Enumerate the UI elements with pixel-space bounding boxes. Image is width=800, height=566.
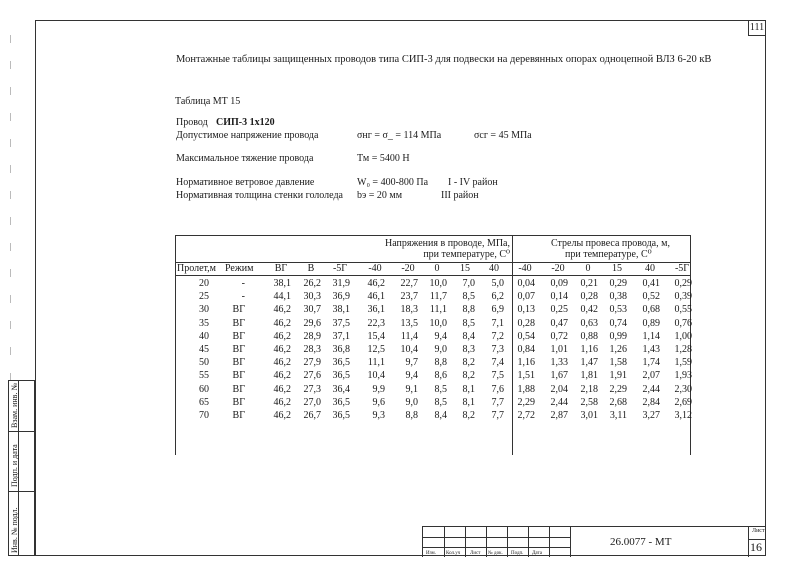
table-cell: 1,16 [580, 344, 598, 355]
binding-tick [10, 295, 11, 303]
tension-value: Тм = 5400 Н [357, 153, 410, 164]
table-cell: 27,0 [303, 396, 321, 408]
table-cell: 0,89 [642, 317, 660, 329]
table-cell: 0,28 [517, 317, 535, 329]
table-cell: 18,3 [400, 304, 418, 316]
table-cell: 8,5 [434, 383, 447, 395]
column-header: -20 [401, 263, 415, 274]
table-cell: 27,6 [303, 370, 321, 382]
table-cell: 12,5 [367, 344, 385, 355]
table-cell: 8,2 [462, 370, 475, 382]
column-header: ВГ [274, 263, 288, 274]
table-cell: 0,04 [517, 278, 535, 289]
table-cell: 46,2 [273, 344, 291, 355]
table-cell: 0,72 [550, 330, 568, 342]
table-cell: 36,5 [332, 410, 350, 421]
table-cell: 0,99 [609, 330, 627, 342]
table-id: Таблица МТ 15 [175, 96, 241, 107]
column-header: 15 [612, 263, 622, 274]
title-block [422, 526, 766, 557]
table-cell: 0,68 [642, 304, 660, 316]
table-cell: 11,1 [367, 357, 385, 369]
table-cell: 2,44 [550, 396, 568, 408]
table-cell: 2,18 [580, 383, 598, 395]
table-cell: 9,0 [405, 396, 418, 408]
table-cell: 13,5 [400, 317, 418, 329]
left-approval-strip [8, 380, 35, 556]
table-cell: 3,27 [642, 410, 660, 421]
table-cell: 2,29 [517, 396, 535, 408]
table-cell: ВГ [232, 357, 245, 369]
table-cell: 7,2 [491, 330, 504, 342]
table-cell: - [241, 291, 245, 303]
table-cell: 28,3 [303, 344, 321, 355]
table-cell: 8,6 [434, 370, 447, 382]
ice-region: III район [441, 190, 479, 201]
table-cell: 7,7 [491, 396, 504, 408]
table-cell: 46,2 [273, 317, 291, 329]
stamp-label-sheet: Лист [470, 551, 481, 556]
wire-label: Провод [176, 117, 208, 128]
table-cell: 1,43 [642, 344, 660, 355]
table-cell: 0,55 [674, 304, 692, 316]
table-cell: 36,5 [332, 370, 350, 382]
table-cell: 9,1 [405, 383, 418, 395]
table-cell: ВГ [232, 330, 245, 342]
table-cell: 7,7 [491, 410, 504, 421]
table-cell: 8,8 [462, 304, 475, 316]
table-cell: 46,2 [273, 330, 291, 342]
table-cell: 0,09 [550, 278, 568, 289]
stress-header-1: Напряжения в проводе, МПа, [384, 238, 510, 249]
stamp-label-doc: № док. [488, 551, 503, 556]
table-cell: 7,3 [491, 344, 504, 355]
table-cell: 50 [199, 357, 209, 369]
table-cell: 1,28 [674, 344, 692, 355]
stress-value-1: σнг = σ_ = 114 МПа [357, 130, 442, 141]
table-cell: 9,7 [405, 357, 418, 369]
table-cell: 0,76 [674, 317, 692, 329]
binding-tick [10, 321, 11, 329]
table-cell: 2,30 [674, 383, 692, 395]
table-cell: 0,29 [674, 278, 692, 289]
page-title: Монтажные таблицы защищенных проводов типа СИП-3 для подвески на деревянных опорах одноцепной ВЛЗ 6-20 кВ [176, 54, 712, 65]
table-cell: 35 [199, 317, 209, 329]
stamp-label-change: Изм. [426, 551, 436, 556]
table-cell: 0,84 [517, 344, 535, 355]
table-cell: 0,47 [550, 317, 568, 329]
table-cell: 1,59 [674, 357, 692, 369]
table-cell: 1,91 [609, 370, 627, 382]
table-cell: 3,12 [674, 410, 692, 421]
table-cell: 27,9 [303, 357, 321, 369]
table-cell: 36,9 [332, 291, 350, 303]
table-cell: 8,5 [434, 396, 447, 408]
binding-tick [10, 35, 11, 43]
strip-label-inv: Инв. № подл. [10, 507, 19, 553]
table-cell: 2,87 [550, 410, 568, 421]
table-cell: 2,07 [642, 370, 660, 382]
table-cell: 60 [199, 383, 209, 395]
column-header: -5Г [674, 263, 690, 274]
table-cell: 23,7 [400, 291, 418, 303]
table-cell: 70 [199, 410, 209, 421]
stamp-label-count: Кол.уч [446, 551, 461, 556]
table-cell: ВГ [232, 396, 245, 408]
table-cell: 65 [199, 396, 209, 408]
table-cell: 10,4 [367, 370, 385, 382]
table-cell: 0,25 [550, 304, 568, 316]
table-cell: 7,1 [491, 317, 504, 329]
table-cell: 38,1 [332, 304, 350, 316]
ice-value: bэ = 20 мм [357, 190, 403, 201]
column-header: -5Г [332, 263, 348, 274]
table-cell: 30,3 [303, 291, 321, 303]
table-cell: 3,11 [609, 410, 627, 421]
table-cell: ВГ [232, 344, 245, 355]
table-cell: 11,4 [400, 330, 418, 342]
table-cell: 8,4 [434, 410, 447, 421]
table-cell: 37,5 [332, 317, 350, 329]
binding-tick [10, 243, 11, 251]
column-header: 15 [460, 263, 470, 274]
binding-tick [10, 269, 11, 277]
table-cell: 37,1 [332, 330, 350, 342]
table-cell: 0,74 [609, 317, 627, 329]
table-cell: 2,84 [642, 396, 660, 408]
table-cell: 22,3 [367, 317, 385, 329]
table-cell: 11,7 [429, 291, 447, 303]
table-cell: 0,54 [517, 330, 535, 342]
column-header: 0 [434, 263, 440, 274]
column-header: В [307, 263, 315, 274]
binding-tick [10, 61, 11, 69]
wind-region: I - IV район [448, 177, 498, 188]
table-cell: ВГ [232, 370, 245, 382]
table-cell: 40 [199, 330, 209, 342]
table-cell: 1,81 [580, 370, 598, 382]
table-cell: 0,63 [580, 317, 598, 329]
table-cell: 9,3 [372, 410, 385, 421]
table-cell: 30,7 [303, 304, 321, 316]
table-cell: 26,2 [303, 278, 321, 289]
table-cell: 46,2 [273, 410, 291, 421]
table-cell: 44,1 [273, 291, 291, 303]
column-header: 40 [489, 263, 499, 274]
table-cell: 30 [199, 304, 209, 316]
sag-header-1: Стрелы провеса провода, м, [551, 238, 670, 249]
table-cell: 1,26 [609, 344, 627, 355]
column-header: Пролет,м [177, 263, 216, 274]
table-cell: 1,16 [517, 357, 535, 369]
table-cell: 38,1 [273, 278, 291, 289]
table-cell: 8,2 [462, 410, 475, 421]
tension-label: Максимальное тяжение провода [176, 153, 314, 164]
table-cell: 15,4 [367, 330, 385, 342]
table-cell: 8,2 [462, 357, 475, 369]
column-header: -40 [518, 263, 532, 274]
column-header: Режим [225, 263, 254, 274]
table-cell: 3,01 [580, 410, 598, 421]
table-cell: 0,41 [642, 278, 660, 289]
page-number: 111 [748, 20, 766, 36]
table-cell: ВГ [232, 304, 245, 316]
table-cell: 8,5 [462, 317, 475, 329]
table-cell: 8,1 [462, 383, 475, 395]
table-cell: 1,51 [517, 370, 535, 382]
binding-tick [10, 139, 11, 147]
table-cell: 10,0 [429, 317, 447, 329]
binding-tick [10, 165, 11, 173]
table-cell: 0,88 [580, 330, 598, 342]
table-cell: 0,07 [517, 291, 535, 303]
wind-value: W₀ = 400-800 Па [357, 177, 429, 188]
wire-value: СИП-3 1х120 [216, 117, 275, 128]
stress-value-2: σсг = 45 МПа [474, 130, 532, 141]
table-cell: 1,01 [550, 344, 568, 355]
document-code: 26.0077 - МТ [610, 536, 672, 548]
table-cell: 7,4 [491, 357, 504, 369]
table-cell: 8,8 [434, 357, 447, 369]
table-cell: 46,2 [367, 278, 385, 289]
table-cell: 1,93 [674, 370, 692, 382]
table-cell: 1,67 [550, 370, 568, 382]
stamp-label-date: Дата [532, 551, 542, 556]
table-cell: 2,29 [609, 383, 627, 395]
stress-header-2: при температуре, С⁰ [423, 249, 510, 260]
table-cell: 0,28 [580, 291, 598, 303]
table-cell: 27,3 [303, 383, 321, 395]
table-cell: 36,5 [332, 357, 350, 369]
sag-table [175, 235, 690, 455]
sheet-label: Лист [752, 528, 765, 534]
table-cell: 9,9 [372, 383, 385, 395]
table-cell: 9,0 [434, 344, 447, 355]
table-cell: 0,38 [609, 291, 627, 303]
table-cell: 36,1 [367, 304, 385, 316]
table-cell: 22,7 [400, 278, 418, 289]
table-cell: 46,2 [273, 304, 291, 316]
binding-tick [10, 113, 11, 121]
table-cell: 36,5 [332, 396, 350, 408]
binding-tick [10, 347, 11, 355]
table-cell: 8,5 [462, 291, 475, 303]
binding-tick [10, 217, 11, 225]
column-header: 40 [645, 263, 655, 274]
table-cell: 1,33 [550, 357, 568, 369]
stress-label: Допустимое напряжение провода [176, 130, 319, 141]
table-cell: 5,0 [491, 278, 504, 289]
table-cell: 36,8 [332, 344, 350, 355]
table-cell: 20 [199, 278, 209, 289]
binding-tick [10, 87, 11, 95]
table-cell: 9,4 [434, 330, 447, 342]
table-cell: ВГ [232, 410, 245, 421]
table-cell: ВГ [232, 383, 245, 395]
ice-label: Нормативная толщина стенки гололеда [176, 190, 343, 201]
column-header: -40 [368, 263, 382, 274]
table-cell: 8,3 [462, 344, 475, 355]
table-cell: 2,44 [642, 383, 660, 395]
table-cell: 45 [199, 344, 209, 355]
table-cell: 1,74 [642, 357, 660, 369]
table-cell: 46,2 [273, 396, 291, 408]
stamp-label-sign: Подп. [511, 551, 524, 556]
table-cell: 31,9 [332, 278, 350, 289]
binding-marks [8, 20, 16, 380]
table-cell: 6,9 [491, 304, 504, 316]
table-cell: 28,9 [303, 330, 321, 342]
table-cell: 29,6 [303, 317, 321, 329]
table-cell: 6,2 [491, 291, 504, 303]
table-cell: 0,42 [580, 304, 598, 316]
table-cell: 36,4 [332, 383, 350, 395]
table-cell: 25 [199, 291, 209, 303]
table-cell: 2,04 [550, 383, 568, 395]
table-cell: - [241, 278, 245, 289]
table-cell: ВГ [232, 317, 245, 329]
table-cell: 0,14 [550, 291, 568, 303]
table-cell: 1,58 [609, 357, 627, 369]
sag-header-2: при температуре, С⁰ [565, 249, 652, 260]
table-cell: 2,72 [517, 410, 535, 421]
table-cell: 7,6 [491, 383, 504, 395]
table-cell: 7,5 [491, 370, 504, 382]
table-cell: 9,6 [372, 396, 385, 408]
table-cell: 2,58 [580, 396, 598, 408]
table-cell: 7,0 [462, 278, 475, 289]
binding-tick [10, 191, 11, 199]
sheet-number: 16 [750, 540, 762, 554]
table-cell: 0,21 [580, 278, 598, 289]
table-cell: 46,1 [367, 291, 385, 303]
table-cell: 1,00 [674, 330, 692, 342]
table-cell: 8,4 [462, 330, 475, 342]
table-cell: 1,47 [580, 357, 598, 369]
table-cell: 2,69 [674, 396, 692, 408]
table-cell: 1,14 [642, 330, 660, 342]
strip-label-sign: Подп. и дата [10, 444, 19, 487]
table-cell: 26,7 [303, 410, 321, 421]
table-cell: 9,4 [405, 370, 418, 382]
wind-label: Нормативное ветровое давление [176, 177, 315, 188]
table-cell: 8,8 [405, 410, 418, 421]
table-cell: 46,2 [273, 370, 291, 382]
table-cell: 46,2 [273, 383, 291, 395]
table-cell: 0,39 [674, 291, 692, 303]
table-cell: 0,52 [642, 291, 660, 303]
table-cell: 11,1 [429, 304, 447, 316]
table-cell: 10,4 [400, 344, 418, 355]
table-cell: 10,0 [429, 278, 447, 289]
table-cell: 55 [199, 370, 209, 382]
table-cell: 0,13 [517, 304, 535, 316]
table-cell: 1,88 [517, 383, 535, 395]
column-header: -20 [551, 263, 565, 274]
table-cell: 2,68 [609, 396, 627, 408]
strip-label-replace: Взам. инв. № [10, 382, 19, 428]
column-header: 0 [585, 263, 591, 274]
table-cell: 0,29 [609, 278, 627, 289]
table-cell: 0,53 [609, 304, 627, 316]
table-cell: 8,1 [462, 396, 475, 408]
table-cell: 46,2 [273, 357, 291, 369]
